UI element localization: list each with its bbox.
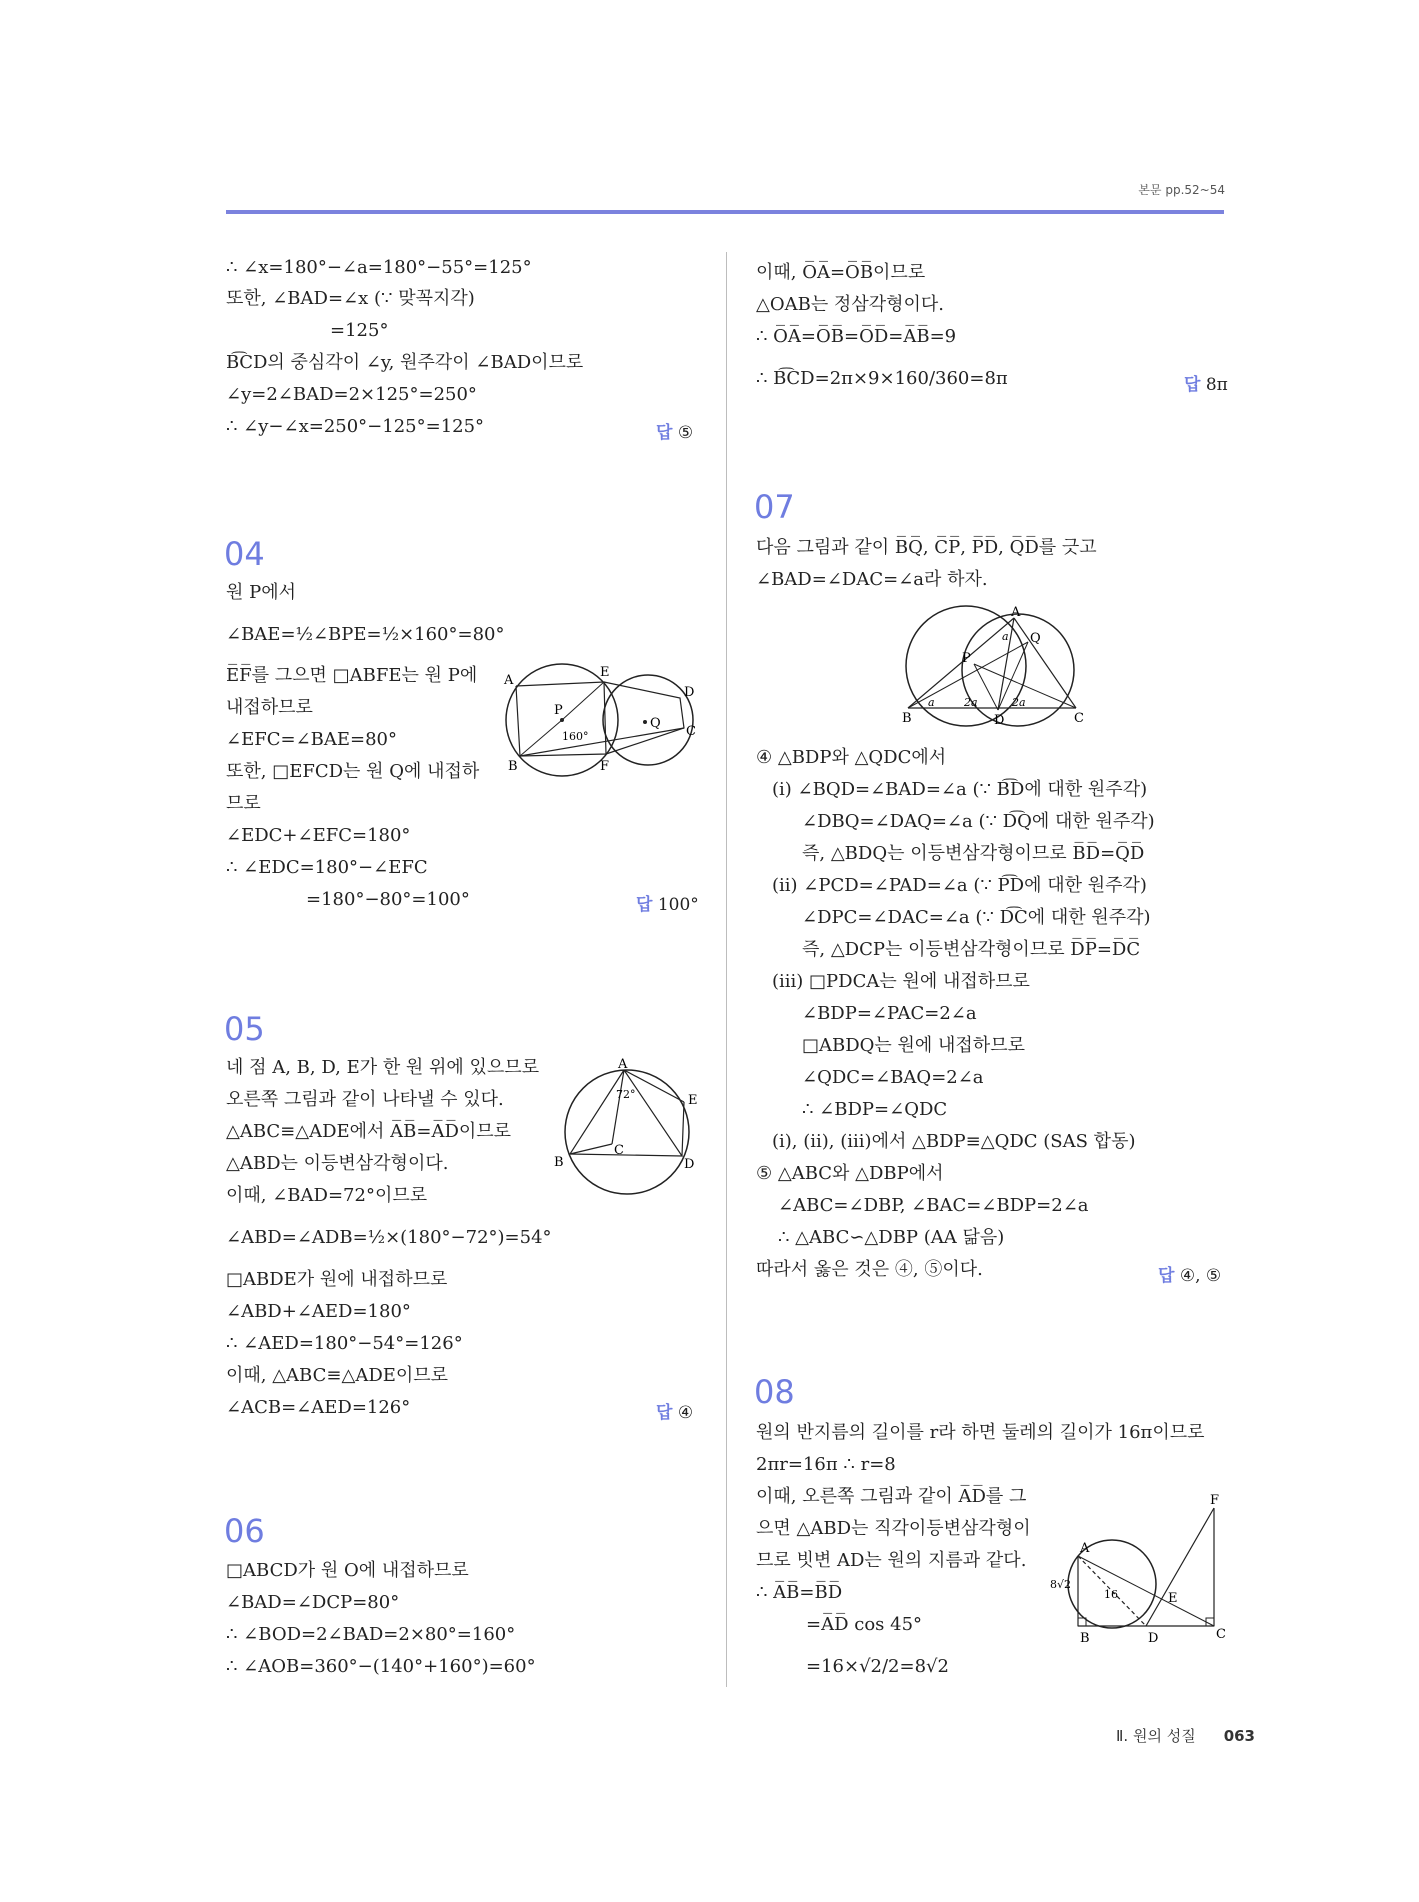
circle-q xyxy=(603,675,693,765)
text-line: 또한, □EFCD는 원 Q에 내접하 xyxy=(226,761,480,782)
text-line: ∴ A̅B̅=B̅D̅ xyxy=(756,1582,843,1603)
label-q: Q xyxy=(1030,631,1041,646)
figure-08 xyxy=(1050,1488,1230,1648)
text-line: 따라서 옳은 것은 ④, ⑤이다. xyxy=(756,1259,983,1280)
figure-07 xyxy=(894,604,1084,732)
figure-05 xyxy=(552,1058,702,1198)
text-line: ∠DPC=∠DAC=∠a (∵ D͡C에 대한 원주각) xyxy=(802,907,1151,928)
label-a: A xyxy=(1080,1541,1090,1556)
label-c: C xyxy=(614,1143,624,1158)
angle-label: 72° xyxy=(616,1088,636,1101)
text-line: B͡CD의 중심각이 ∠y, 원주각이 ∠BAD이므로 xyxy=(226,352,584,373)
label-b: B xyxy=(1080,1631,1090,1646)
text-line: ∠EFC=∠BAE=80° xyxy=(226,729,397,750)
text-line: ⑤ △ABC와 △DBP에서 xyxy=(756,1163,944,1184)
text-line: =125° xyxy=(330,320,389,341)
answer-mark: 답 100° xyxy=(636,895,699,915)
length-label: 8√2 xyxy=(1050,1578,1072,1591)
text-line: 다음 그림과 같이 B̅Q̅, C̅P̅, P̅D̅, Q̅D̅를 긋고 xyxy=(756,537,1097,558)
text-line: ∠ABC=∠DBP, ∠BAC=∠BDP=2∠a xyxy=(778,1195,1089,1216)
label-f: F xyxy=(1210,1493,1220,1508)
text-line: (ⅲ) □PDCA는 원에 내접하므로 xyxy=(772,971,1030,992)
text-line: =16×√2/2=8√2 xyxy=(806,1656,949,1677)
page-range-ref: 본문 pp.52~54 xyxy=(1138,183,1225,197)
text-line: ∴ ∠EDC=180°−∠EFC xyxy=(226,857,428,878)
text-line: ∴ ∠BOD=2∠BAD=2×80°=160° xyxy=(226,1624,516,1645)
text-line: 내접하므로 xyxy=(226,697,313,718)
text-line: (ⅰ), (ⅱ), (ⅲ)에서 △BDP≡△QDC (SAS 합동) xyxy=(772,1131,1136,1152)
text-line: △ABC≡△ADE에서 A̅B̅=A̅D̅이므로 xyxy=(226,1121,512,1142)
answer-mark: 답 ④ xyxy=(656,1403,694,1423)
text-line: □ABCD가 원 O에 내접하므로 xyxy=(226,1560,469,1581)
text-line: △OAB는 정삼각형이다. xyxy=(756,294,944,315)
label-c: C xyxy=(686,724,696,739)
label-b: B xyxy=(554,1155,564,1170)
text-line: 네 점 A, B, D, E가 한 원 위에 있으므로 xyxy=(226,1057,540,1078)
text-line: □ABDQ는 원에 내접하므로 xyxy=(802,1035,1025,1056)
label-c: C xyxy=(1216,1627,1226,1642)
text-line: 으면 △ABD는 직각이등변삼각형이 xyxy=(756,1518,1031,1539)
text-line: ∴ △ABC∽△DBP (AA 닮음) xyxy=(778,1227,1005,1248)
section-number: 04 xyxy=(224,535,265,573)
label-a: A xyxy=(1011,605,1021,620)
label-e: E xyxy=(688,1093,698,1108)
text-line: =180°−80°=100° xyxy=(306,889,470,910)
angle-2a: 2a xyxy=(964,696,978,709)
label-p: P xyxy=(554,703,563,718)
text-line: ∴ ∠AOB=360°−(140°+160°)=60° xyxy=(226,1656,536,1677)
label-p: P xyxy=(962,651,971,666)
text-line: 이때, △ABC≡△ADE이므로 xyxy=(226,1365,449,1386)
text-line: 2πr=16π ∴ r=8 xyxy=(756,1454,896,1475)
angle-a-top: a xyxy=(1002,630,1009,643)
text-line: 므로 빗변 AD는 원의 지름과 같다. xyxy=(756,1550,1027,1571)
text-line: ∠BAD=∠DAC=∠a라 하자. xyxy=(756,569,988,590)
page-number: 063 xyxy=(1223,1727,1255,1745)
label-a: A xyxy=(504,673,514,688)
angle-a: a xyxy=(928,696,935,709)
text-line: 즉, △DCP는 이등변삼각형이므로 D̅P̅=D̅C̅ xyxy=(802,939,1141,960)
text-line: △ABD는 이등변삼각형이다. xyxy=(226,1153,449,1174)
text-line: ∴ ∠BDP=∠QDC xyxy=(802,1099,948,1120)
text-line: ∠QDC=∠BAQ=2∠a xyxy=(802,1067,984,1088)
text-line: ∠BDP=∠PAC=2∠a xyxy=(802,1003,977,1024)
angle-label: 160° xyxy=(562,730,589,743)
text-line: ∠EDC+∠EFC=180° xyxy=(226,825,411,846)
column-divider xyxy=(726,252,727,1687)
text-line: 이때, ∠BAD=72°이므로 xyxy=(226,1185,428,1206)
label-d: D xyxy=(684,685,695,700)
text-line: 이때, 오른쪽 그림과 같이 A̅D̅를 그 xyxy=(756,1486,1027,1507)
answer-mark: 답 ⑤ xyxy=(656,423,694,443)
answer-mark: 답 8π xyxy=(1184,375,1228,395)
label-d: D xyxy=(1148,1631,1159,1646)
angle-2a-right: 2a xyxy=(1012,696,1026,709)
answer-mark: 답 ④, ⑤ xyxy=(1158,1266,1222,1286)
chapter-title: Ⅱ. 원의 성질 xyxy=(1116,1727,1196,1745)
text-line: ∠DBQ=∠DAQ=∠a (∵ D͡Q에 대한 원주각) xyxy=(802,811,1155,832)
text-line: 즉, △BDQ는 이등변삼각형이므로 B̅D̅=Q̅D̅ xyxy=(802,843,1145,864)
text-line: E̅F̅를 그으면 □ABFE는 원 P에 xyxy=(226,665,478,686)
label-e: E xyxy=(1168,1591,1178,1606)
text-line: 므로 xyxy=(226,793,261,814)
page-footer xyxy=(1116,1725,1255,1746)
length-label: 16 xyxy=(1104,1588,1118,1601)
text-line: 이때, O̅A̅=O̅B̅이므로 xyxy=(756,262,926,283)
label-b: B xyxy=(902,711,912,726)
text-line: 원 P에서 xyxy=(226,582,296,603)
text-line: 오른쪽 그림과 같이 나타낼 수 있다. xyxy=(226,1089,504,1110)
text-line: ∠BAD=∠DCP=80° xyxy=(226,1592,400,1613)
text-line: ∴ B͡CD=2π×9×160/360=8π xyxy=(756,368,1008,389)
text-line: ∴ ∠x=180°−∠a=180°−55°=125° xyxy=(226,257,532,278)
label-b: B xyxy=(508,759,518,774)
text-line: ∴ ∠y−∠x=250°−125°=125° xyxy=(226,416,485,437)
label-e: E xyxy=(600,665,610,680)
text-line: ∴ ∠AED=180°−54°=126° xyxy=(226,1333,463,1354)
text-line: ∠ACB=∠AED=126° xyxy=(226,1397,411,1418)
label-d: D xyxy=(994,713,1005,728)
label-d: D xyxy=(684,1157,695,1172)
text-line: ∠y=2∠BAD=2×125°=250° xyxy=(226,384,477,405)
figure-04 xyxy=(500,660,700,780)
label-a: A xyxy=(618,1058,628,1072)
text-line: (ⅱ) ∠PCD=∠PAD=∠a (∵ P͡D에 대한 원주각) xyxy=(772,875,1147,896)
label-f: F xyxy=(600,759,610,774)
label-q: Q xyxy=(650,716,661,731)
section-number: 08 xyxy=(754,1373,795,1411)
section-number: 05 xyxy=(224,1010,265,1048)
section-number: 07 xyxy=(754,488,795,526)
text-line: ∴ O̅A̅=O̅B̅=O̅D̅=A̅B̅=9 xyxy=(756,326,957,347)
text-line: ∠BAE=½∠BPE=½×160°=80° xyxy=(226,624,505,645)
text-line: =A̅D̅ cos 45° xyxy=(806,1614,923,1635)
header-rule xyxy=(226,210,1224,214)
text-line: ④ △BDP와 △QDC에서 xyxy=(756,747,947,768)
text-line: (ⅰ) ∠BQD=∠BAD=∠a (∵ B͡D에 대한 원주각) xyxy=(772,779,1148,800)
text-line: ∠ABD+∠AED=180° xyxy=(226,1301,411,1322)
section-number: 06 xyxy=(224,1512,265,1550)
text-line: 또한, ∠BAD=∠x (∵ 맞꼭지각) xyxy=(226,288,475,309)
text-line: □ABDE가 원에 내접하므로 xyxy=(226,1269,448,1290)
text-line: ∠ABD=∠ADB=½×(180°−72°)=54° xyxy=(226,1227,552,1248)
text-line: 원의 반지름의 길이를 r라 하면 둘레의 길이가 16π이므로 xyxy=(756,1422,1205,1443)
label-c: C xyxy=(1074,711,1084,726)
